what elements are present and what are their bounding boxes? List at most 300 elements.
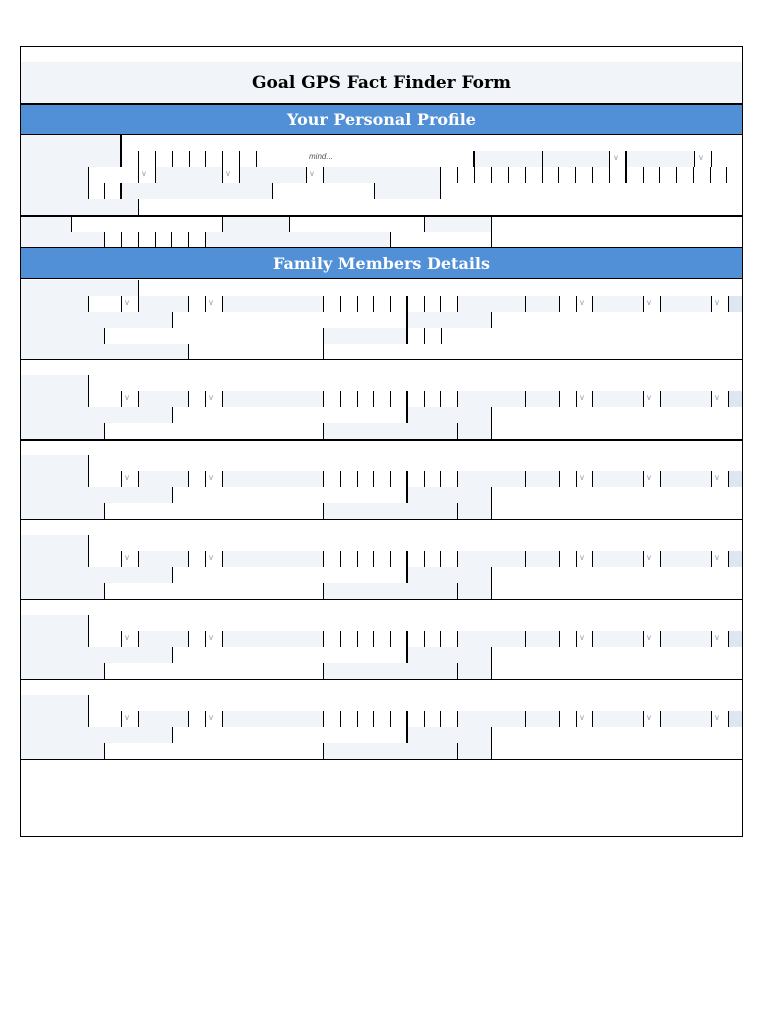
member-6-education-field-input[interactable] [105,743,324,759]
member-3-relation-field-input[interactable] [89,455,743,471]
chevron-down-icon: v [580,298,584,307]
chevron-down-icon: v [715,298,719,307]
member-1-relation-field-input[interactable] [139,280,743,296]
member-4-dob-dropdown-field[interactable] [577,551,593,567]
member-2-dob-digit-box[interactable] [391,391,408,407]
member-3-dob-dropdown-field[interactable] [644,471,661,487]
p-contact-digit-box[interactable] [660,167,677,183]
member-1-dob-digit-box[interactable] [391,296,408,312]
chevron-down-icon: v [580,713,584,722]
chevron-down-icon: v [580,473,584,482]
member-3-occupation-field-label [21,487,173,503]
member-6-dob-dropdown-field[interactable] [577,711,593,727]
member-5-dob-field-label [458,631,526,647]
member-5-occupation-field-label [408,647,492,663]
member-1-dob-field-input[interactable] [189,296,206,312]
p-dob-digit-box[interactable] [190,151,206,167]
member-4-dob-field-input[interactable] [189,551,206,567]
p-dob-digit-box[interactable] [240,151,257,167]
p-dob-digit-box[interactable] [173,151,190,167]
member-4-relation-field-input[interactable] [89,535,743,551]
p-contact-dropdown-field[interactable] [223,167,240,183]
member-2-relation-field-input[interactable] [89,375,743,391]
member-3-education-field-label [324,503,458,519]
member-5-dob-digit-box[interactable] [341,631,358,647]
section-heading-family: Family Members Details [21,246,742,279]
member-5-dob-dropdown-field[interactable] [206,631,223,647]
member-1-education-field-label [21,328,105,344]
member-6-dob-field-label [593,711,644,727]
member-4-dob-digit-box[interactable] [391,551,408,567]
occupation-hint: mind... [309,152,334,161]
member-5-education-field-label [324,663,458,679]
member-4-dob-digit-box[interactable] [425,551,441,567]
member-3-education-field-label [21,503,105,519]
member-5-relation-field-label [21,615,89,631]
member-2-dob-field-input[interactable] [189,391,206,407]
member-2-dob-digit-box[interactable] [374,391,391,407]
member-1-dob-dropdown-field[interactable] [122,296,139,312]
member-3-dob-digit-box[interactable] [441,471,458,487]
p-aadhar-digit-box[interactable] [122,232,139,247]
p-dob-field-label [475,151,543,167]
p-aadhar-digit-box[interactable] [189,232,206,247]
chevron-down-icon: v [209,298,213,307]
p-aadhar-field-label [21,232,105,247]
p-dob-digit-box[interactable] [223,151,240,167]
member-2-dob-field-label [458,391,526,407]
member-5-dob-field-label [139,631,189,647]
member-3-dob-digit-box[interactable] [391,471,408,487]
member-5-dob-digit-box[interactable] [425,631,441,647]
member-6-dob-field-label [223,711,324,727]
member-5-occupation-field-label [21,647,173,663]
chevron-down-icon: v [647,713,651,722]
member-5-dob-dropdown-field[interactable] [712,631,729,647]
member-4-dob-digit-box[interactable] [374,551,391,567]
p-aadhar-digit-box[interactable] [172,232,189,247]
member-1-occupation-field-label [408,312,492,328]
member-1-education-field-input[interactable] [425,328,442,344]
member-1-dob-field-label [139,296,189,312]
member-4-dob-field-label [223,551,324,567]
p-contact-digit-box[interactable] [543,167,559,183]
p-contact-field-input[interactable] [89,167,139,183]
p-contact-digit-box[interactable] [677,167,694,183]
member-4-education-field-input[interactable] [105,583,324,599]
member-4-dob-field-label [139,551,189,567]
chevron-down-icon: v [580,553,584,562]
member-2-dob-digit-box[interactable] [425,391,441,407]
chevron-down-icon: v [226,169,230,178]
chevron-down-icon: v [209,393,213,402]
chevron-down-icon: v [647,553,651,562]
member-6-dob-digit-box[interactable] [324,711,341,727]
chevron-down-icon: v [715,713,719,722]
chevron-down-icon: v [125,713,129,722]
member-2-occupation-field-label [408,407,492,423]
p-dob-field-label [543,151,610,167]
p-aadhar-field-input[interactable] [492,232,743,247]
member-6-dob-digit-box[interactable] [391,711,408,727]
member-3-dob-dropdown-field[interactable] [122,471,139,487]
member-5-dob-digit-box[interactable] [358,631,374,647]
member-1-dob-digit-box[interactable] [374,296,391,312]
chevron-down-icon: v [580,633,584,642]
form-title: Goal GPS Fact Finder Form [21,62,742,103]
member-2-dob-field-input[interactable] [560,391,577,407]
member-2-dob-field-label [661,391,712,407]
member-6-dob-dropdown-field[interactable] [712,711,729,727]
p-dob-digit-box[interactable] [156,151,173,167]
fact-finder-sheet [20,46,743,837]
member-2-education-field-label [458,423,492,439]
member-1-income-field-input[interactable] [189,344,324,359]
p-aadhar-digit-box[interactable] [105,232,122,247]
member-1-occupation-field-input[interactable] [173,312,408,328]
member-5-dob-dropdown-field[interactable] [122,631,139,647]
member-3-dob-dropdown-field[interactable] [577,471,593,487]
member-5-occupation-field-input[interactable] [492,647,743,663]
member-4-dob-field-label [458,551,526,567]
row-divider [21,519,742,520]
member-4-dob-digit-box[interactable] [408,551,425,567]
member-4-education-field-label [458,583,492,599]
row-divider [21,247,742,248]
member-3-dob-digit-box[interactable] [425,471,441,487]
member-3-dob-digit-box[interactable] [324,471,341,487]
member-2-dob-digit-box[interactable] [408,391,425,407]
member-5-dob-field-button[interactable] [729,631,743,647]
row-divider [21,679,742,680]
member-1-dob-dropdown-field[interactable] [712,296,729,312]
member-4-dob-field-input[interactable] [89,551,122,567]
chevron-down-icon: v [209,633,213,642]
member-6-dob-field-label [139,711,189,727]
p-aadhar-digit-box[interactable] [139,232,156,247]
member-5-dob-field-label [223,631,324,647]
member-5-dob-field-label [21,631,89,647]
p-contact-field-label [21,167,89,183]
member-1-dob-field-label [458,296,526,312]
member-2-dob-digit-box[interactable] [358,391,374,407]
member-5-education-field-input[interactable] [492,663,743,679]
member-6-education-field-label [324,743,458,759]
p-address-field-input[interactable] [89,183,105,199]
member-1-dob-field-label [223,296,324,312]
member-6-dob-digit-box[interactable] [441,711,458,727]
member-1-dob-digit-box[interactable] [408,296,425,312]
p-email-field-input[interactable] [139,199,743,215]
member-1-dob-digit-box[interactable] [441,296,458,312]
member-1-education-field-label [324,328,408,344]
member-3-dob-field-input[interactable] [560,471,577,487]
member-5-education-field-label [21,663,105,679]
member-1-dob-field-label [661,296,712,312]
p-contact-dropdown-field[interactable] [139,167,156,183]
p-dob-digit-box[interactable] [122,151,139,167]
member-3-dob-field-label [526,471,560,487]
member-4-dob-digit-box[interactable] [441,551,458,567]
member-6-occupation-field-label [21,727,173,743]
p-pan-field-label [425,217,492,232]
p-dob-field-input[interactable] [257,151,475,167]
member-5-occupation-field-input[interactable] [173,647,408,663]
member-6-occupation-field-input[interactable] [173,727,408,743]
member-4-dob-dropdown-field[interactable] [712,551,729,567]
p-contact-digit-box[interactable] [727,167,743,183]
member-3-dob-digit-box[interactable] [408,471,425,487]
member-6-education-field-label [21,743,105,759]
member-6-dob-digit-box[interactable] [374,711,391,727]
member-2-dob-digit-box[interactable] [341,391,358,407]
member-2-dob-field-label [526,391,560,407]
member-4-dob-digit-box[interactable] [341,551,358,567]
member-6-education-field-input[interactable] [492,743,743,759]
member-4-occupation-field-input[interactable] [173,567,408,583]
member-6-dob-field-input[interactable] [189,711,206,727]
member-6-dob-dropdown-field[interactable] [644,711,661,727]
member-1-dob-digit-box[interactable] [425,296,441,312]
chevron-down-icon: v [647,393,651,402]
member-5-dob-dropdown-field[interactable] [644,631,661,647]
member-6-dob-field-label [458,711,526,727]
member-3-occupation-field-input[interactable] [492,487,743,503]
member-2-occupation-field-input[interactable] [173,407,408,423]
member-1-income-field-input[interactable] [324,344,743,359]
member-6-occupation-field-input[interactable] [492,727,743,743]
chevron-down-icon: v [614,153,618,162]
p-aadhar-digit-box[interactable] [156,232,172,247]
member-5-education-field-label [458,663,492,679]
member-3-education-field-input[interactable] [492,503,743,519]
chevron-down-icon: v [209,553,213,562]
member-1-dob-field-label [593,296,644,312]
p-dob-dropdown-field[interactable] [695,151,712,167]
member-1-dob-digit-box[interactable] [358,296,374,312]
p-contact-digit-box[interactable] [627,167,644,183]
p-pan-field-input[interactable] [290,217,425,232]
chevron-down-icon: v [310,169,314,178]
member-4-dob-digit-box[interactable] [324,551,341,567]
member-4-dob-dropdown-field[interactable] [644,551,661,567]
member-6-dob-digit-box[interactable] [408,711,425,727]
chevron-down-icon: v [142,169,146,178]
member-3-occupation-field-input[interactable] [173,487,408,503]
member-3-dob-field-label [661,471,712,487]
chevron-down-icon: v [125,633,129,642]
p-contact-digit-box[interactable] [559,167,576,183]
p-aadhar-field-input[interactable] [391,232,492,247]
p-dob-digit-box[interactable] [139,151,156,167]
member-6-dob-dropdown-field[interactable] [206,711,223,727]
p-name-field-input[interactable] [122,135,743,151]
p-contact-field-label [240,167,307,183]
member-2-occupation-field-input[interactable] [492,407,743,423]
member-1-dob-dropdown-field[interactable] [644,296,661,312]
member-3-dob-field-label [21,471,89,487]
member-1-occupation-field-input[interactable] [492,312,743,328]
member-3-dob-field-label [223,471,324,487]
p-pan-field-input[interactable] [72,217,223,232]
member-5-dob-field-input[interactable] [89,631,122,647]
member-2-education-field-label [324,423,458,439]
member-4-occupation-field-label [21,567,173,583]
member-6-relation-field-label [21,695,89,711]
member-6-dob-digit-box[interactable] [341,711,358,727]
member-1-education-field-input[interactable] [105,328,324,344]
member-6-relation-field-input[interactable] [89,695,743,711]
member-4-dob-dropdown-field[interactable] [122,551,139,567]
member-5-dob-field-label [661,631,712,647]
member-2-dob-dropdown-field[interactable] [577,391,593,407]
member-3-dob-digit-box[interactable] [358,471,374,487]
member-6-dob-field-input[interactable] [560,711,577,727]
member-2-dob-field-button[interactable] [729,391,743,407]
member-4-relation-field-label [21,535,89,551]
chevron-down-icon: v [580,393,584,402]
member-6-dob-digit-box[interactable] [425,711,441,727]
member-2-education-field-input[interactable] [105,423,324,439]
member-1-education-field-input[interactable] [408,328,425,344]
chevron-down-icon: v [209,473,213,482]
member-4-dob-field-input[interactable] [560,551,577,567]
p-pan-field-label [223,217,290,232]
member-3-dob-field-input[interactable] [189,471,206,487]
member-2-dob-digit-box[interactable] [324,391,341,407]
chevron-down-icon: v [125,298,129,307]
p-contact-digit-box[interactable] [475,167,492,183]
p-contact-dropdown-field[interactable] [307,167,324,183]
member-6-dob-field-label [21,711,89,727]
member-1-dob-digit-box[interactable] [324,296,341,312]
member-1-income-field-label [21,344,189,359]
p-pan-field-input[interactable] [492,217,743,232]
p-dob-field-input[interactable] [712,151,743,167]
member-6-dob-dropdown-field[interactable] [122,711,139,727]
p-contact-digit-box[interactable] [576,167,593,183]
member-2-dob-dropdown-field[interactable] [122,391,139,407]
member-6-dob-digit-box[interactable] [358,711,374,727]
row-divider [21,439,742,441]
member-3-dob-field-input[interactable] [89,471,122,487]
chevron-down-icon: v [209,713,213,722]
p-address-field-label [375,183,441,199]
member-2-education-field-input[interactable] [492,423,743,439]
p-contact-digit-box[interactable] [441,167,458,183]
member-4-occupation-field-input[interactable] [492,567,743,583]
p-address-field-input[interactable] [441,183,743,199]
p-contact-digit-box[interactable] [644,167,660,183]
member-2-dob-field-label [21,391,89,407]
p-contact-field-label [156,167,223,183]
chevron-down-icon: v [125,393,129,402]
member-1-education-field-input[interactable] [442,328,743,344]
p-contact-digit-box[interactable] [711,167,727,183]
p-contact-digit-box[interactable] [492,167,509,183]
member-6-dob-field-label [661,711,712,727]
chevron-down-icon: v [125,473,129,482]
member-3-education-field-input[interactable] [105,503,324,519]
member-3-dob-field-button[interactable] [729,471,743,487]
member-5-dob-digit-box[interactable] [374,631,391,647]
member-2-dob-dropdown-field[interactable] [712,391,729,407]
member-1-dob-digit-box[interactable] [341,296,358,312]
p-dob-dropdown-field[interactable] [610,151,627,167]
section-heading-personal: Your Personal Profile [21,103,742,135]
member-4-dob-field-label [593,551,644,567]
member-6-occupation-field-label [408,727,492,743]
member-4-education-field-input[interactable] [492,583,743,599]
p-dob-field-label [627,151,695,167]
p-contact-digit-box[interactable] [593,167,610,183]
p-contact-digit-box[interactable] [610,167,627,183]
p-address-field-input[interactable] [273,183,375,199]
member-5-relation-field-input[interactable] [89,615,743,631]
chevron-down-icon: v [647,298,651,307]
member-1-dob-field-input[interactable] [89,296,122,312]
member-1-dob-dropdown-field[interactable] [577,296,593,312]
member-2-dob-field-input[interactable] [89,391,122,407]
member-3-dob-digit-box[interactable] [341,471,358,487]
member-3-dob-field-label [458,471,526,487]
member-5-dob-dropdown-field[interactable] [577,631,593,647]
member-5-dob-digit-box[interactable] [408,631,425,647]
p-aadhar-field-label [206,232,391,247]
chevron-down-icon: v [715,473,719,482]
row-divider [21,759,742,760]
member-4-dob-dropdown-field[interactable] [206,551,223,567]
member-3-dob-digit-box[interactable] [374,471,391,487]
member-1-relation-field-label [21,280,139,296]
member-5-dob-digit-box[interactable] [441,631,458,647]
member-1-dob-field-label [526,296,560,312]
member-1-dob-field-label [21,296,89,312]
member-3-dob-dropdown-field[interactable] [206,471,223,487]
p-name-field-label [21,135,122,151]
member-1-dob-field-input[interactable] [560,296,577,312]
member-6-dob-field-button[interactable] [729,711,743,727]
member-3-dob-field-label [139,471,189,487]
member-2-dob-field-label [593,391,644,407]
p-contact-field-label [324,167,441,183]
member-6-dob-field-input[interactable] [89,711,122,727]
member-2-dob-digit-box[interactable] [441,391,458,407]
member-5-education-field-input[interactable] [105,663,324,679]
p-contact-digit-box[interactable] [526,167,543,183]
p-contact-digit-box[interactable] [694,167,711,183]
member-2-dob-dropdown-field[interactable] [644,391,661,407]
member-1-dob-dropdown-field[interactable] [206,296,223,312]
member-3-dob-field-label [593,471,644,487]
member-1-dob-field-button[interactable] [729,296,743,312]
p-contact-digit-box[interactable] [509,167,526,183]
p-dob-digit-box[interactable] [206,151,223,167]
member-5-dob-digit-box[interactable] [391,631,408,647]
member-2-dob-dropdown-field[interactable] [206,391,223,407]
p-contact-digit-box[interactable] [458,167,475,183]
member-3-dob-dropdown-field[interactable] [712,471,729,487]
member-4-dob-field-button[interactable] [729,551,743,567]
member-5-dob-digit-box[interactable] [324,631,341,647]
member-5-dob-field-input[interactable] [189,631,206,647]
member-2-dob-field-label [139,391,189,407]
member-5-dob-field-input[interactable] [560,631,577,647]
member-2-education-field-label [21,423,105,439]
p-address-field-input[interactable] [105,183,122,199]
chevron-down-icon: v [715,633,719,642]
member-4-dob-digit-box[interactable] [358,551,374,567]
